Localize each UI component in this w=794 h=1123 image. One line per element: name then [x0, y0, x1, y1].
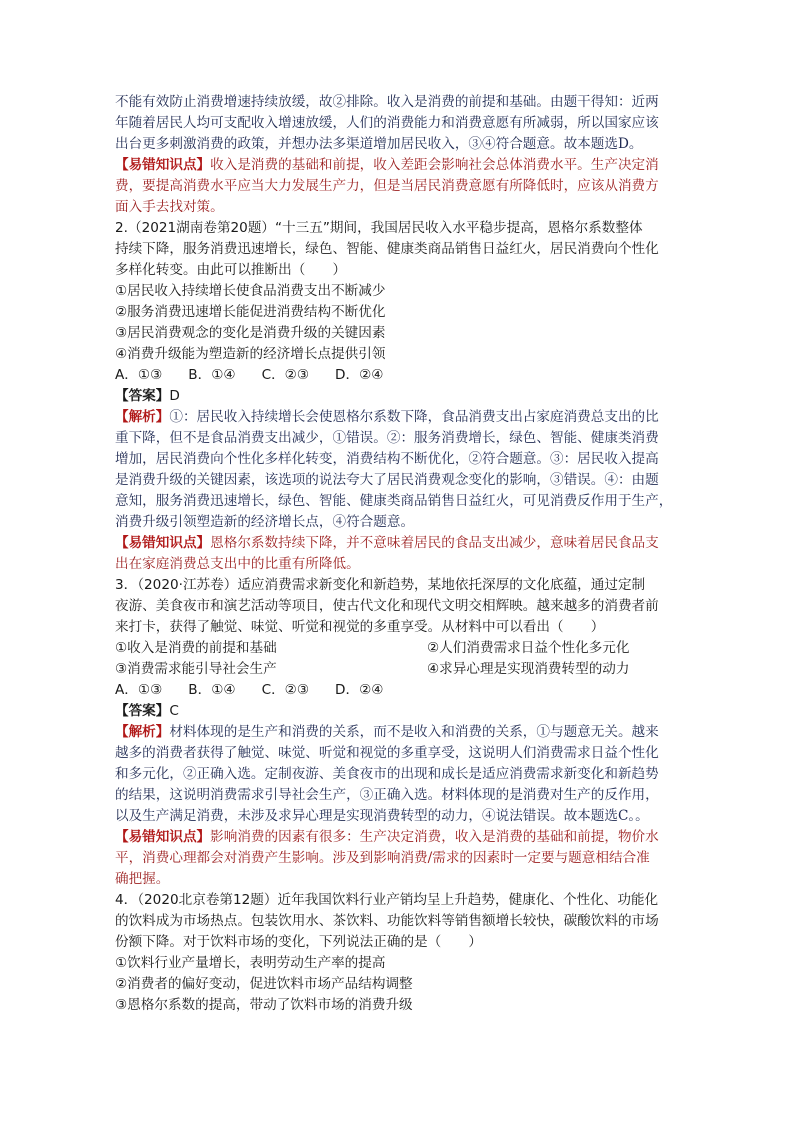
analysis	[115, 407, 681, 533]
analysis-label: 【解析】	[115, 724, 170, 740]
text-line: 出台更多刺激消费的政策，并想办法多渠道增加居民收入，③④符合题意。故本题选D。	[115, 136, 643, 152]
choice-item: ④求异心理是实现消费转型的动力	[427, 661, 630, 677]
answer-value: C	[169, 703, 179, 719]
option-d: D．②④	[335, 682, 384, 698]
q1-analysis-tail	[115, 92, 681, 155]
text-line: 平，消费心理都会对消费产生影响。涉及到影响消费/需求的因素时一定要与题意相结合准	[115, 850, 650, 866]
question-stem-line: 夜游、美食夜市和演艺活动等项目，使古代文化和现代文明交相辉映。越来越多的消费者前	[115, 598, 659, 614]
choice-item: ①饮料行业产量增长，表明劳动生产率的提高	[115, 955, 386, 971]
text-line: 意知，服务消费迅速增长，绿色、智能、健康类商品销售日益红火，可见消费反作用于生产，	[115, 493, 673, 509]
question-stem-line: 多样化转变。由此可以推断出（ ）	[115, 262, 347, 278]
text-line: 出在家庭消费总支出中的比重有所降低。	[115, 556, 360, 572]
document-page	[115, 92, 681, 1016]
question-4	[115, 890, 681, 1016]
choice-item: ①居民收入持续增长使食品消费支出不断减少	[115, 283, 386, 299]
text-line: 年随着居民人均可支配收入增速放缓，人们的消费能力和消费意愿有所减弱，所以国家应该	[115, 115, 659, 131]
question-stem-line: 3．（2020·江苏卷）适应消费需求新变化和新趋势，某地依托深厚的文化底蕴，通过定制	[115, 577, 646, 593]
analysis	[115, 722, 681, 827]
mistake-label: 【易错知识点】	[115, 157, 211, 173]
mistake-note	[115, 827, 681, 890]
option-a: A．①③	[115, 682, 163, 698]
answer-options	[115, 365, 681, 386]
text-line: 恩格尔系数持续下降，并不意味着居民的食品支出减少，意味着居民食品支	[210, 535, 659, 551]
option-c: C．②③	[261, 682, 310, 698]
text-line: 是消费升级的关键因素，该选项的说法夸大了居民消费观念变化的影响，③错误。④：由题	[115, 472, 659, 488]
choice-item: ③消费需求能引导社会生产	[115, 661, 277, 677]
analysis-label: 【解析】	[115, 409, 170, 425]
question-3	[115, 575, 681, 890]
answer-label: 【答案】	[115, 388, 170, 404]
choice-row	[115, 638, 681, 659]
option-a: A．①③	[115, 367, 163, 383]
text-line: ①：居民收入持续增长会使恩格尔系数下降，食品消费支出占家庭消费总支出的比	[169, 409, 659, 425]
choice-item: ④消费升级能为塑造新的经济增长点提供引领	[115, 346, 386, 362]
option-b: B．①④	[188, 682, 236, 698]
text-line: 重下降，但不是食品消费支出减少，①错误。②：服务消费增长，绿色、智能、健康类消费	[115, 430, 659, 446]
option-d: D．②④	[335, 367, 384, 383]
question-2	[115, 218, 681, 575]
text-line: 以及生产满足消费，未涉及求异心理是实现消费转型的动力，④说法错误。故本题选C。。	[115, 808, 649, 824]
text-line: 消费升级引领塑造新的经济增长点，④符合题意。	[115, 514, 415, 530]
answer-value: D	[169, 388, 180, 404]
mistake-label: 【易错知识点】	[115, 829, 211, 845]
question-stem-line: 份额下降。对于饮料市场的变化，下列说法正确的是（ ）	[115, 934, 483, 950]
choice-item: ②人们消费需求日益个性化多元化	[427, 640, 630, 656]
choice-item: ③居民消费观念的变化是消费升级的关键因素	[115, 325, 386, 341]
choice-item: ③恩格尔系数的提高，带动了饮料市场的消费升级	[115, 997, 413, 1013]
text-line: 影响消费的因素有很多：生产决定消费，收入是消费的基础和前提，物价水	[210, 829, 659, 845]
text-line: 收入是消费的基础和前提，收入差距会影响社会总体消费水平。生产决定消	[210, 157, 659, 173]
choice-item: ②消费者的偏好变动，促进饮料市场产品结构调整	[115, 976, 413, 992]
question-stem-line: 4．（2020北京卷第12题）近年我国饮料行业产销均呈上升趋势，健康化、个性化、功能化	[115, 892, 659, 908]
text-line: 越多的消费者获得了触觉、味觉、听觉和视觉的多重享受，这说明人们消费需求日益个性化	[115, 745, 659, 761]
text-line: 确把握。	[115, 871, 170, 887]
text-line: 增加，居民消费向个性化多样化转变，消费结构不断优化，②符合题意。③：居民收入提高	[115, 451, 659, 467]
choice-item: ①收入是消费的前提和基础	[115, 640, 277, 656]
text-line: 材料体现的是生产和消费的关系，而不是收入和消费的关系，①与题意无关。越来	[169, 724, 659, 740]
mistake-note	[115, 533, 681, 575]
answer-label: 【答案】	[115, 703, 170, 719]
text-line: 不能有效防止消费增速持续放缓，故②排除。收入是消费的前提和基础。由题干得知：近两	[115, 94, 659, 110]
question-stem-line: 来打卡，获得了触觉、味觉、听觉和视觉的多重享受。从材料中可以看出（ ）	[115, 619, 605, 635]
q1-mistake-note	[115, 155, 681, 218]
question-stem-line: 的饮料成为市场热点。包装饮用水、茶饮料、功能饮料等销售额增长较快，碳酸饮料的市场	[115, 913, 659, 929]
option-c: C．②③	[261, 367, 310, 383]
mistake-label: 【易错知识点】	[115, 535, 211, 551]
answer-options	[115, 680, 681, 701]
choice-row	[115, 659, 681, 680]
choice-item: ②服务消费迅速增长能促进消费结构不断优化	[115, 304, 386, 320]
option-b: B．①④	[188, 367, 236, 383]
text-line: 的结果，这说明消费需求引导社会生产，③正确入选。材料体现的是消费对生产的反作用，	[115, 787, 659, 803]
text-line: 面入手去找对策。	[115, 199, 224, 215]
text-line: 费，要提高消费水平应当大力发展生产力，但是当居民消费意愿有所降低时，应该从消费方	[115, 178, 659, 194]
question-stem-line: 持续下降，服务消费迅速增长，绿色、智能、健康类商品销售日益红火，居民消费向个性化	[115, 241, 659, 257]
question-stem-line: 2.（2021湖南卷第20题）“十三五”期间，我国居民收入水平稳步提高，恩格尔系数整体	[115, 220, 643, 236]
text-line: 和多元化，②正确入选。定制夜游、美食夜市的出现和成长是适应消费需求新变化和新趋势	[115, 766, 659, 782]
